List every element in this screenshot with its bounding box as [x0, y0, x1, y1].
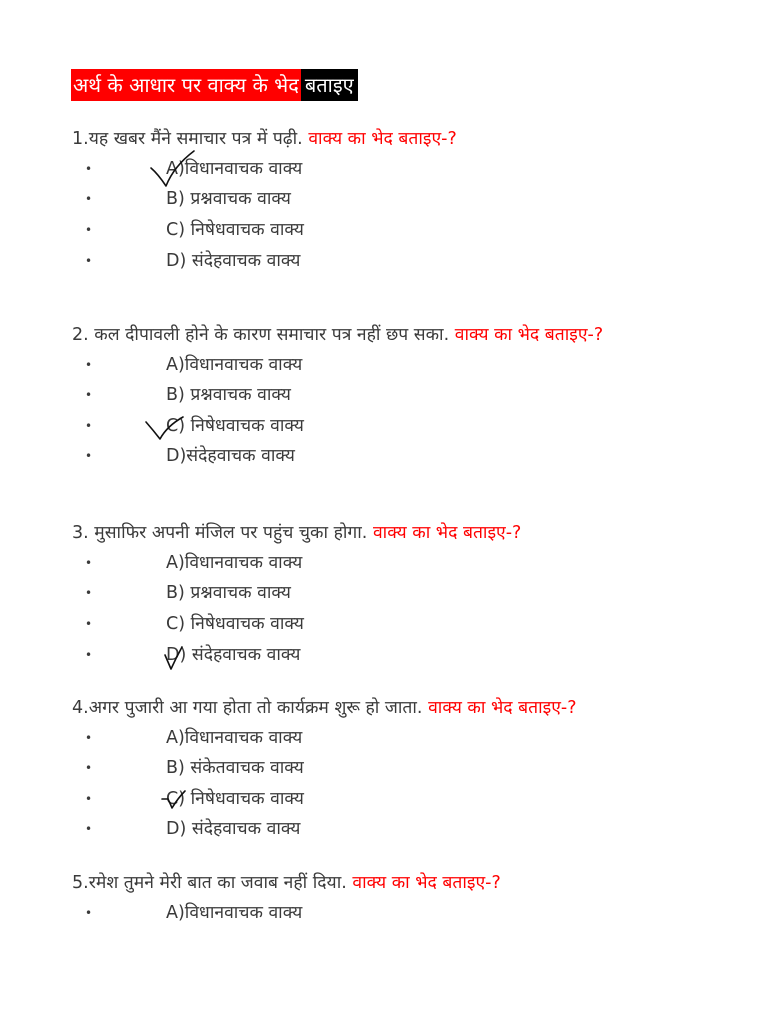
option-text: C) निषेधवाचक वाक्य [166, 614, 304, 634]
option-text: A)विधानवाचक वाक्य [166, 355, 303, 375]
q3-option-d [0, 643, 768, 667]
bullet: • [85, 388, 93, 402]
question-prompt: वाक्य का भेद बताइए-? [352, 873, 501, 893]
option-text: B) प्रश्नवाचक वाक्य [166, 385, 291, 405]
question-prompt: वाक्य का भेद बताइए-? [428, 698, 577, 718]
option-text: A)विधानवाचक वाक्य [166, 903, 303, 923]
bullet: • [85, 419, 93, 433]
q1-option-b [0, 187, 768, 211]
question-4 [72, 696, 576, 720]
bullet: • [85, 223, 93, 237]
q2-option-b [0, 383, 768, 407]
q3-option-c [0, 612, 768, 636]
page-title [71, 69, 358, 101]
q4-option-b [0, 756, 768, 780]
bullet: • [85, 586, 93, 600]
q4-option-d [0, 817, 768, 841]
bullet: • [85, 617, 93, 631]
question-prompt: वाक्य का भेद बताइए-? [308, 129, 457, 149]
option-text: D)संदेहवाचक वाक्य [166, 446, 295, 466]
option-text: C) निषेधवाचक वाक्य [166, 416, 304, 436]
option-text: C) निषेधवाचक वाक्य [166, 220, 304, 240]
question-3 [72, 521, 521, 545]
bullet: • [85, 192, 93, 206]
q2-option-d [0, 444, 768, 468]
option-text: A)विधानवाचक वाक्य [166, 728, 303, 748]
option-text: D) संदेहवाचक वाक्य [166, 819, 301, 839]
option-text: B) संकेतवाचक वाक्य [166, 758, 304, 778]
q1-option-c [0, 218, 768, 242]
title-rest: बताइए [301, 69, 358, 101]
bullet: • [85, 358, 93, 372]
option-text: B) प्रश्नवाचक वाक्य [166, 189, 291, 209]
option-text: A)विधानवाचक वाक्य [166, 553, 303, 573]
question-2 [72, 323, 603, 347]
question-text: 3. मुसाफिर अपनी मंजिल पर पहुंच चुका होगा. [72, 523, 368, 543]
bullet: • [85, 822, 93, 836]
question-text: 1.यह खबर मैंने समाचार पत्र में पढ़ी. [72, 129, 303, 149]
bullet: • [85, 906, 93, 920]
bullet: • [85, 162, 93, 176]
bullet: • [85, 556, 93, 570]
q5-option-a [0, 901, 768, 925]
option-text: D) संदेहवाचक वाक्य [166, 645, 301, 665]
question-5 [72, 871, 501, 895]
q4-option-a [0, 726, 768, 750]
bullet: • [85, 449, 93, 463]
option-text: C) निषेधवाचक वाक्य [166, 789, 304, 809]
q3-option-b [0, 581, 768, 605]
option-text: A)विधानवाचक वाक्य [166, 159, 303, 179]
q2-option-c [0, 414, 768, 438]
q1-option-d [0, 249, 768, 273]
bullet: • [85, 792, 93, 806]
question-prompt: वाक्य का भेद बताइए-? [454, 325, 604, 345]
bullet: • [85, 731, 93, 745]
title-highlight: अर्थ के आधार पर वाक्य के भेद [71, 69, 301, 101]
bullet: • [85, 254, 93, 268]
q1-option-a [0, 157, 768, 181]
option-text: D) संदेहवाचक वाक्य [166, 251, 301, 271]
q2-option-a [0, 353, 768, 377]
bullet: • [85, 761, 93, 775]
bullet: • [85, 648, 93, 662]
q3-option-a [0, 551, 768, 575]
question-text: 4.अगर पुजारी आ गया होता तो कार्यक्रम शुरू हो जाता. [72, 698, 423, 718]
question-prompt: वाक्य का भेद बताइए-? [372, 523, 522, 543]
question-1 [72, 127, 457, 151]
q4-option-c [0, 787, 768, 811]
option-text: B) प्रश्नवाचक वाक्य [166, 583, 291, 603]
question-text: 2. कल दीपावली होने के कारण समाचार पत्र नहीं छप सका. [72, 325, 450, 345]
question-text: 5.रमेश तुमने मेरी बात का जवाब नहीं दिया. [72, 873, 347, 893]
